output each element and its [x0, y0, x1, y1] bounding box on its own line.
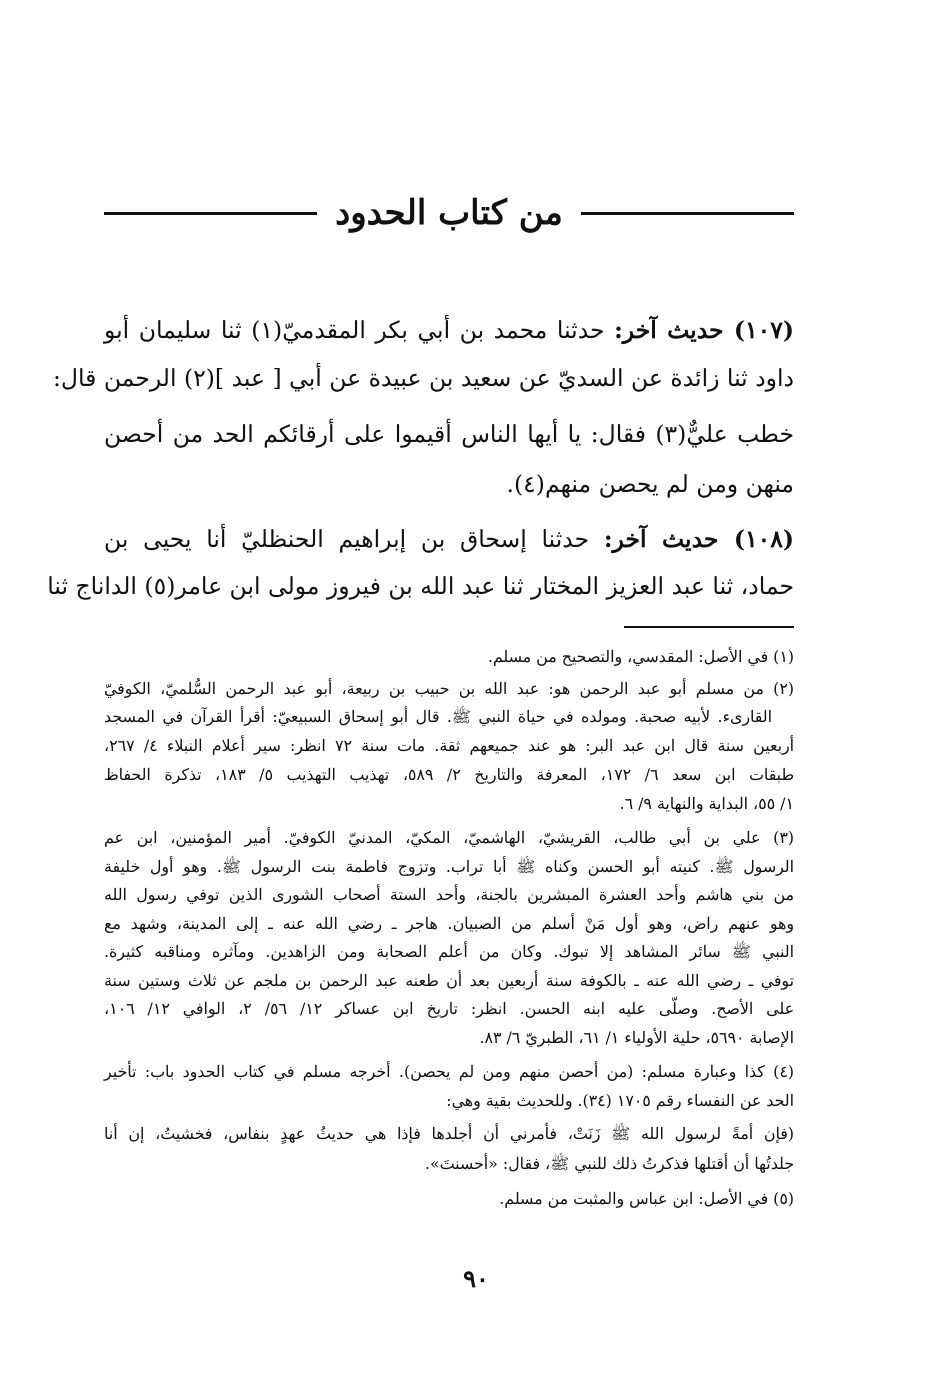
footnote-5: (٥) في الأصل: ابن عباس والمثبت من مسلم.: [499, 1189, 794, 1208]
footnote-3-line-1: (٣) علي بن أبي طالب، القريشيّ، الهاشميّ، المكيّ، المدنيّ الكوفيّ. أمير المؤمنين، ابن عم: [104, 828, 794, 847]
footnote-3-line-7: على الأصح. وصلّى عليه ابنه الحسن. انظر: تاريخ ابن عساكر ١٢/ ٥٦/ ٢، الوافي ١٢/ ١٠٦،: [104, 999, 795, 1018]
page-number: ٩٠: [463, 1264, 489, 1293]
hadith-108-label: (١٠٨) حديث آخر:: [603, 525, 794, 553]
heading-rule-left: [104, 212, 317, 215]
footnote-2-line-2: القارىء. لأبيه صحبة. ومولده في حياة النبي ﷺ. قال أبو إسحاق السبيعيّ: أقرأ القرآن في المسجد: [104, 707, 772, 726]
footnote-4-line-4: جلدتُها أن أقتلها فذكرتُ ذلك للنبي ﷺ، فقال: «أحسنتَ».: [424, 1154, 794, 1173]
footnote-2-line-4: طبقات ابن سعد ٦/ ١٧٢، المعرفة والتاريخ ٢/ ٥٨٩، تهذيب التهذيب ٥/ ١٨٣، تذكرة الحفاظ: [104, 765, 795, 784]
hadith-107-text-1: حدثنا محمد بن أبي بكر المقدميّ(١) ثنا سليمان أبو: [104, 316, 605, 344]
footnote-4-line-1: (٤) كذا وعبارة مسلم: (من أحصن منهم ومن لم يحصن). أخرجه مسلم في كتاب الحدود باب: تأخير: [104, 1062, 794, 1081]
hadith-108-line-1: [104, 525, 794, 553]
footnote-3-line-3: من بني هاشم وأحد العشرة المبشرين بالجنة، وأحد الستة أصحاب الشورى الذين توفي رسول الله: [104, 885, 794, 904]
footnote-2-line-3: أربعين سنة قال ابن عبد البر: هو عند جميعهم ثقة. مات سنة ٧٢ انظر: سير أعلام النبلاء ٤/ ٢٦٧،: [104, 736, 794, 755]
hadith-107-line-2: داود ثنا زائدة عن السديّ عن سعيد بن عبيدة عن أبي [ عبد ](٢) الرحمن قال:: [52, 364, 794, 392]
hadith-108-text-1: حدثنا إسحاق بن إبراهيم الحنظليّ أنا يحيى بن: [104, 525, 590, 553]
footnote-4-line-2: الحد عن النفساء رقم ١٧٠٥ (٣٤). وللحديث بقية وهي:: [446, 1091, 794, 1110]
heading-rule-right: [581, 212, 794, 215]
footnote-3-line-8: الإصابة ٥٦٩٠، حلية الأولياء ١/ ٦١، الطبريّ ٦/ ٨٣.: [479, 1028, 794, 1047]
hadith-107-line-1: [104, 316, 794, 344]
hadith-107-line-3: خطب عليٌّ(٣) فقال: يا أيها الناس أقيموا على أرقائكم الحد من أحصن: [104, 420, 794, 448]
hadith-108-line-2: حماد، ثنا عبد العزيز المختار ثنا عبد الله بن فيروز مولى ابن عامر(٥) الداناج ثنا: [47, 572, 794, 600]
footnote-2-line-1: (٢) من مسلم أبو عبد الرحمن هو: عبد الله بن حبيب بن ربيعة، أبو عبد الرحمن السُّلميّ، الكوفيّ: [104, 679, 794, 698]
footnote-3-line-6: توفي ـ رضي الله عنه ـ بالكوفة سنة أربعين بعد أن طعنه عبد الرحمن بن ملجم عن ثلاث وستين سنة: [104, 971, 794, 990]
footnote-4-line-3: (فإن أمةً لرسول الله ﷺ زَنَتْ، فأمرني أن أجلدها فإذا هي حديثُ عهدٍ بنفاس، فخشيتُ، إن أنا: [104, 1124, 794, 1143]
footnote-3-line-5: النبي ﷺ سائر المشاهد إلا تبوك. وكان من أعلم الصحابة ومن الزاهدين. ومآثره ومناقبه كثيرة.: [104, 942, 794, 961]
footnote-separator: [624, 626, 794, 628]
footnote-3-line-2: الرسول ﷺ. كنيته أبو الحسن وكناه ﷺ أبا تراب. وتزوج فاطمة بنت الرسول ﷺ. وهو أول خليفة: [104, 857, 794, 876]
chapter-heading: [104, 188, 794, 238]
footnote-2-line-5: ١/ ٥٥، البداية والنهاية ٩/ ٦.: [619, 794, 794, 813]
hadith-107-line-4: منهن ومن لم يحصن منهم(٤).: [506, 470, 794, 498]
footnote-1: (١) في الأصل: المقدسي، والتصحيح من مسلم.: [487, 647, 794, 666]
hadith-107-label: (١٠٧) حديث آخر:: [614, 316, 794, 344]
footnote-3-line-4: وهو عنهم راض، وهو أول مَنْ أسلم من الصبيان. هاجر ـ رضي الله عنه ـ إلى المدينة، وشهد مع: [104, 914, 794, 933]
chapter-title: من كتاب الحدود: [335, 193, 563, 233]
